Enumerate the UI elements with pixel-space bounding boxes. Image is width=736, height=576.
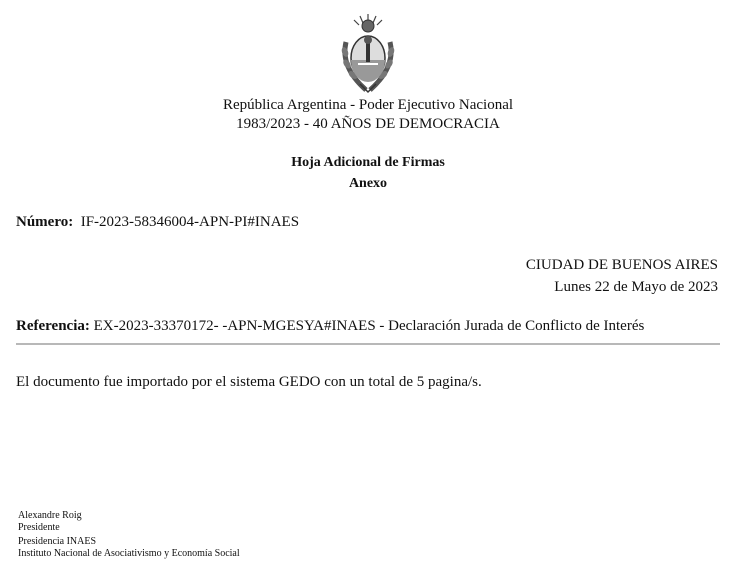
- date: Lunes 22 de Mayo de 2023: [554, 279, 718, 295]
- document-title: Hoja Adicional de Firmas: [291, 155, 445, 170]
- header-line-2: 1983/2023 - 40 AÑOS DE DEMOCRACIA: [236, 116, 500, 132]
- city: CIUDAD DE BUENOS AIRES: [525, 257, 718, 273]
- signer-name: Alexandre Roig: [18, 510, 82, 521]
- referencia-value: EX-2023-33370172- -APN-MGESYA#INAES - Declaración Jurada de Conflicto de Interés: [93, 318, 645, 334]
- numero-value: IF-2023-58346004-APN-PI#INAES: [80, 214, 300, 230]
- signer-institution: Instituto Nacional de Asociativismo y Economía Social: [18, 548, 240, 559]
- header-line-1: República Argentina - Poder Ejecutivo Nacional: [222, 97, 514, 113]
- numero-row: [16, 214, 299, 231]
- coat-of-arms-icon: [336, 12, 400, 94]
- referencia-row: [16, 318, 644, 335]
- document-subtitle: Anexo: [348, 176, 388, 191]
- referencia-label: Referencia:: [16, 318, 90, 334]
- signer-office: Presidencia INAES: [18, 536, 97, 547]
- body-text: El documento fue importado por el sistema GEDO con un total de 5 pagina/s.: [16, 374, 482, 390]
- numero-label: Número:: [16, 214, 74, 230]
- signer-role: Presidente: [18, 522, 60, 533]
- divider: [16, 343, 720, 345]
